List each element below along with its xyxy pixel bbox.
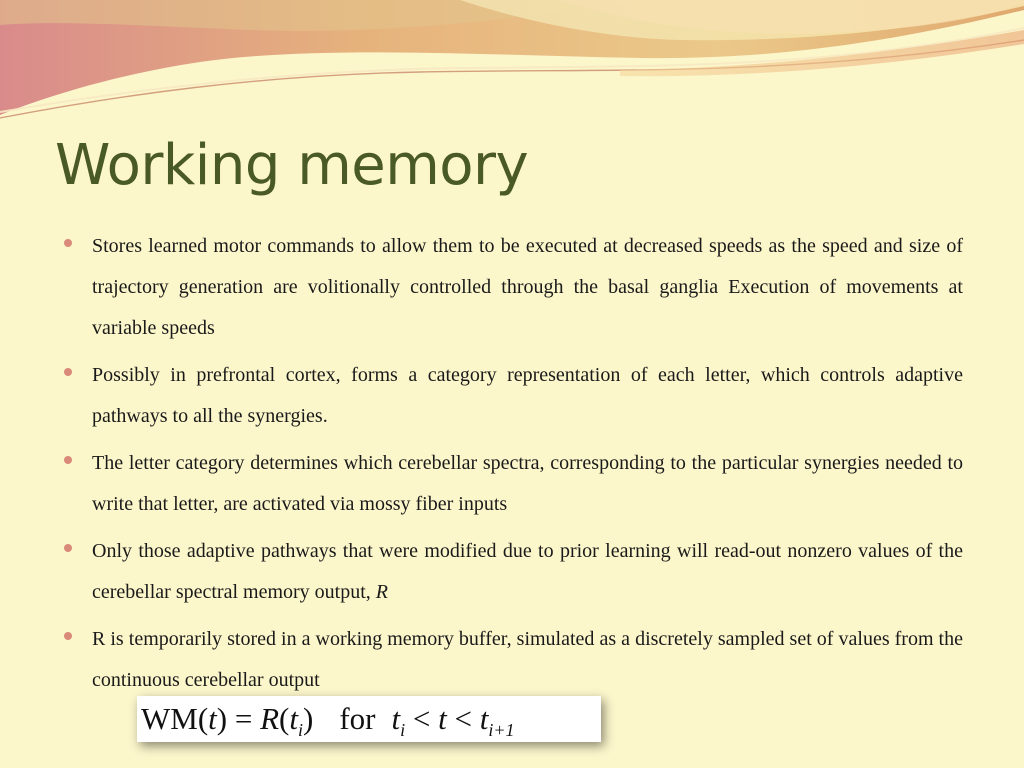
bullet-dot-icon: [64, 632, 72, 640]
formula-subscript: i+1: [488, 720, 515, 741]
formula-for: for: [339, 701, 376, 736]
bullet-text: Only those adaptive pathways that were modified due to prior learning will read-out nonzero values of the cerebellar spectral memory output,: [92, 540, 963, 603]
bullet-dot-icon: [64, 368, 72, 376]
formula-paren: ): [303, 701, 314, 736]
formula-less-than: <: [446, 701, 480, 736]
decorative-header-waves: [0, 0, 1024, 140]
formula-wm: WM: [141, 701, 198, 736]
bullet-text: The letter category determines which cerebellar spectra, corresponding to the particular synergies needed to write that letter, are activated via mossy fiber inputs: [92, 452, 963, 515]
formula-less-than: <: [405, 701, 439, 736]
formula-paren: (: [279, 701, 290, 736]
bullet-item: [92, 619, 963, 701]
formula-var-r: R: [260, 701, 280, 736]
bullet-text: Possibly in prefrontal cortex, forms a category representation of each letter, which controls adaptive pathways to all the synergies.: [92, 364, 963, 427]
bullet-dot-icon: [64, 544, 72, 552]
formula-var-t: t: [479, 701, 489, 736]
bullet-text: R is temporarily stored in a working memory buffer, simulated as a discretely sampled set of values from the continuous cerebellar output: [92, 628, 963, 691]
bullet-dot-icon: [64, 239, 72, 247]
bullet-item: [92, 355, 963, 437]
formula-subscript: i: [400, 720, 406, 741]
bullet-list: [92, 226, 963, 707]
bullet-variable-r: R: [375, 581, 388, 603]
formula-var-t: t: [391, 701, 401, 736]
bullet-text: Stores learned motor commands to allow them to be executed at decreased speeds as the speed and size of trajectory generation are volitionally controlled through the basal ganglia Execution of movements at variable speeds: [92, 235, 963, 339]
formula-var-t: t: [208, 701, 217, 736]
formula-subscript: i: [297, 720, 303, 741]
bullet-dot-icon: [64, 456, 72, 464]
formula-image: [137, 696, 601, 742]
bullet-item: [92, 226, 963, 349]
formula-paren: ): [216, 701, 228, 736]
bullet-item: [92, 443, 963, 525]
formula-paren: (: [197, 701, 209, 736]
bullet-item: [92, 531, 963, 613]
slide-title: Working memory: [55, 133, 529, 198]
formula-var-t: t: [438, 701, 447, 736]
formula-equals: =: [227, 701, 261, 736]
formula-var-t: t: [289, 701, 298, 736]
